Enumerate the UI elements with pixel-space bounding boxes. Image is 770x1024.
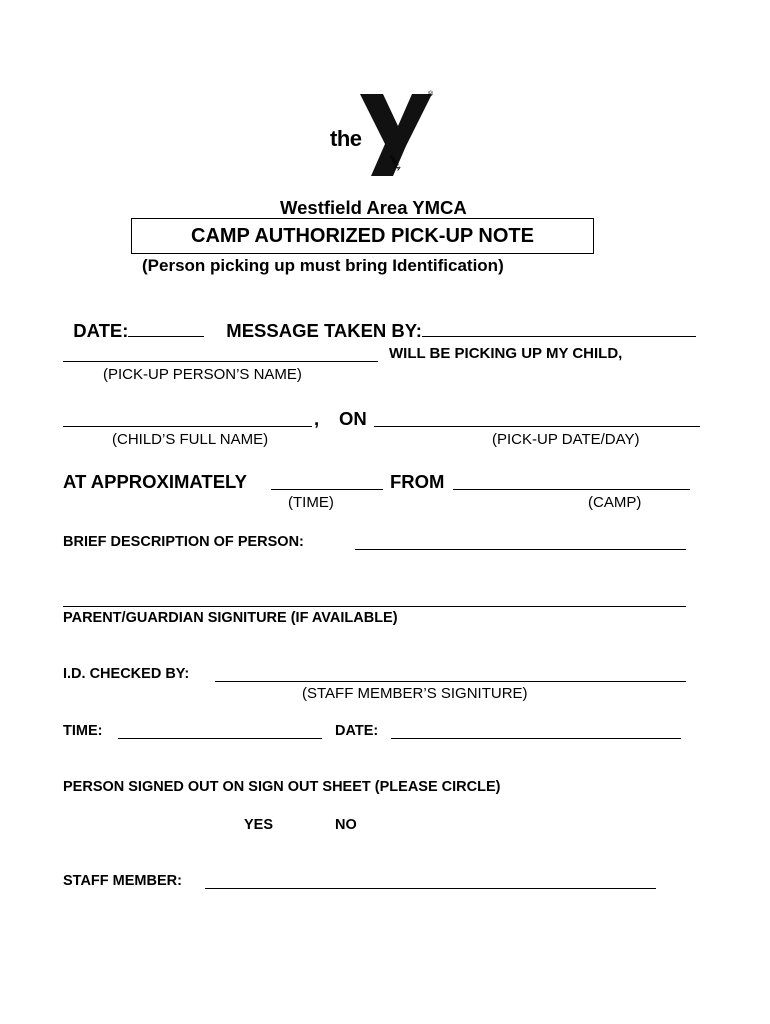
y-mark-icon xyxy=(330,88,440,180)
id-checked-label: I.D. CHECKED BY: xyxy=(63,666,190,682)
camp-caption: (CAMP) xyxy=(588,494,642,511)
staff-member-field[interactable] xyxy=(205,888,656,889)
time-field[interactable] xyxy=(271,489,383,490)
description-label: BRIEF DESCRIPTION OF PERSON: xyxy=(63,534,304,550)
signed-out-label: PERSON SIGNED OUT ON SIGN OUT SHEET (PLEASE CIRCLE) xyxy=(63,779,501,795)
child-name-field[interactable] xyxy=(63,426,312,427)
registered-mark: ® xyxy=(428,91,434,98)
approx-label: AT APPROXIMATELY xyxy=(63,471,247,492)
date-label: DATE: xyxy=(73,320,129,341)
description-field[interactable] xyxy=(355,549,686,550)
message-taken-label: MESSAGE TAKEN BY: xyxy=(226,320,422,341)
staff-signature-caption: (STAFF MEMBER’S SIGNITURE) xyxy=(302,685,528,702)
on-label: ON xyxy=(339,408,367,429)
date2-label: DATE: xyxy=(335,723,379,739)
parent-signature-label: PARENT/GUARDIAN SIGNITURE (IF AVAILABLE) xyxy=(63,610,398,626)
title-box xyxy=(131,218,594,254)
pickup-person-field[interactable] xyxy=(63,361,378,362)
date-signout-field[interactable] xyxy=(391,738,681,739)
comma: , xyxy=(314,408,320,429)
ymca-logo xyxy=(330,88,440,180)
form-title: CAMP AUTHORIZED PICK-UP NOTE xyxy=(191,224,534,247)
time-label: TIME: xyxy=(63,723,103,739)
camp-field[interactable] xyxy=(453,489,690,490)
logo-sub: YMCA xyxy=(386,154,402,173)
time-signout-field[interactable] xyxy=(118,738,322,739)
logo-word: the xyxy=(330,126,362,151)
date-row xyxy=(63,298,204,342)
will-pickup-label: WILL BE PICKING UP MY CHILD, xyxy=(389,345,623,362)
from-label: FROM xyxy=(390,471,445,492)
pickup-person-caption: (PICK-UP PERSON’S NAME) xyxy=(103,366,302,383)
form-subtitle: (Person picking up must bring Identification) xyxy=(142,256,504,275)
date-field[interactable] xyxy=(128,335,204,337)
pickup-date-caption: (PICK-UP DATE/DAY) xyxy=(492,431,640,448)
message-taken-row xyxy=(216,298,696,342)
id-checked-field[interactable] xyxy=(215,681,686,682)
child-name-caption: (CHILD’S FULL NAME) xyxy=(112,431,269,448)
pickup-date-field[interactable] xyxy=(374,426,700,427)
org-name: Westfield Area YMCA xyxy=(280,197,467,218)
message-taken-field[interactable] xyxy=(422,335,696,337)
parent-signature-field[interactable] xyxy=(63,606,686,607)
time-caption: (TIME) xyxy=(288,494,334,511)
staff-member-label: STAFF MEMBER: xyxy=(63,873,182,889)
no-option[interactable]: NO xyxy=(335,817,357,833)
yes-option[interactable]: YES xyxy=(244,817,274,833)
